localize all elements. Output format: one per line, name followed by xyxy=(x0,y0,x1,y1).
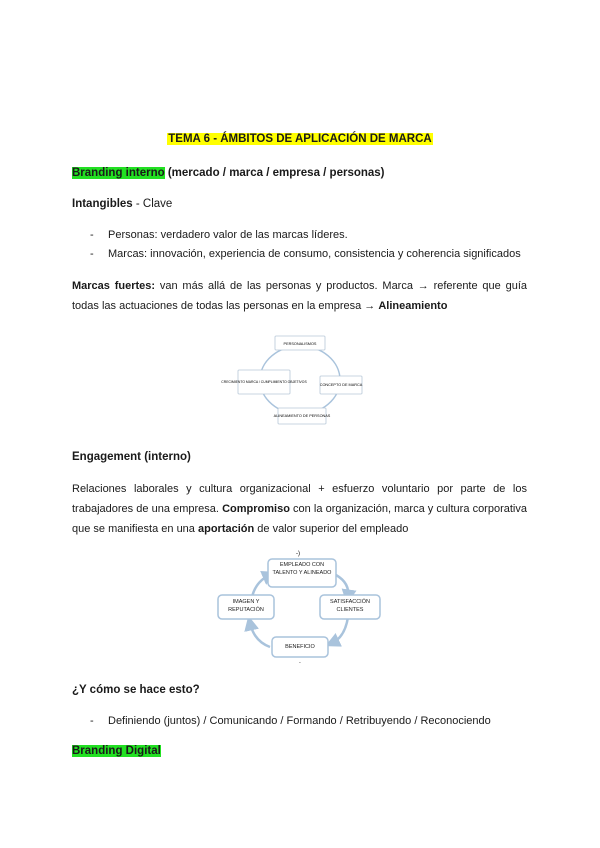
diagram1-node-label: CONCEPTO DE MARCA xyxy=(319,383,363,387)
diagram2-node-label: BENEFICIO xyxy=(285,644,315,650)
page-title: TEMA 6 - ÁMBITOS DE APLICACIÓN DE MARCA xyxy=(168,133,432,145)
diagram2-bottom-mark: ` xyxy=(299,663,301,669)
engagement-cycle-diagram xyxy=(210,545,390,670)
list-item: - Personas: verdadero valor de las marcas líderes. xyxy=(90,229,348,241)
diagram2-node-label: SATISFACCIÓN CLIENTES xyxy=(330,599,370,613)
list-item: - Definiendo (juntos) / Comunicando / Formando / Retribuyendo / Reconociendo xyxy=(90,715,491,727)
branding-interno-heading: Branding interno (mercado / marca / empresa / personas) xyxy=(72,167,385,179)
diagram2-node-label: IMAGEN Y REPUTACIÓN xyxy=(228,599,264,613)
diagram1-node-label: PERSONALISMOS xyxy=(283,342,317,346)
list-item: - Marcas: innovación, experiencia de consumo, consistencia y coherencia significados xyxy=(90,248,521,260)
intangibles-heading: Intangibles - Clave xyxy=(72,198,173,210)
engagement-paragraph: Relaciones laborales y cultura organizacional + esfuerzo voluntario por parte de los trabajadores de una empresa. Compromiso con la organización, marca y cultura corporativa que se manifiesta en una aportación de valor superior del empleado xyxy=(72,483,527,535)
diagram1-node-label: CRECIMIENTO MARCA / CUMPLIMIENTO OBJETIVOS xyxy=(221,380,307,384)
como-heading: ¿Y cómo se hace esto? xyxy=(72,684,200,696)
branding-digital-heading: Branding Digital xyxy=(72,745,161,757)
alineamiento-cycle-diagram xyxy=(221,330,370,430)
diagram1-node-label: ALINEAMIENTO DE PERSONAS xyxy=(273,414,331,418)
engagement-heading: Engagement (interno) xyxy=(72,451,191,463)
diagram2-node-label: EMPLEADO CON TALENTO Y ALINEADO xyxy=(272,562,332,576)
marcas-fuertes-paragraph: Marcas fuertes: van más allá de las personas y productos. Marca → referente que guía todas las actuaciones de todas las personas en la empresa → Alineamiento xyxy=(72,280,527,312)
diagram2-top-mark: -) xyxy=(296,551,300,557)
